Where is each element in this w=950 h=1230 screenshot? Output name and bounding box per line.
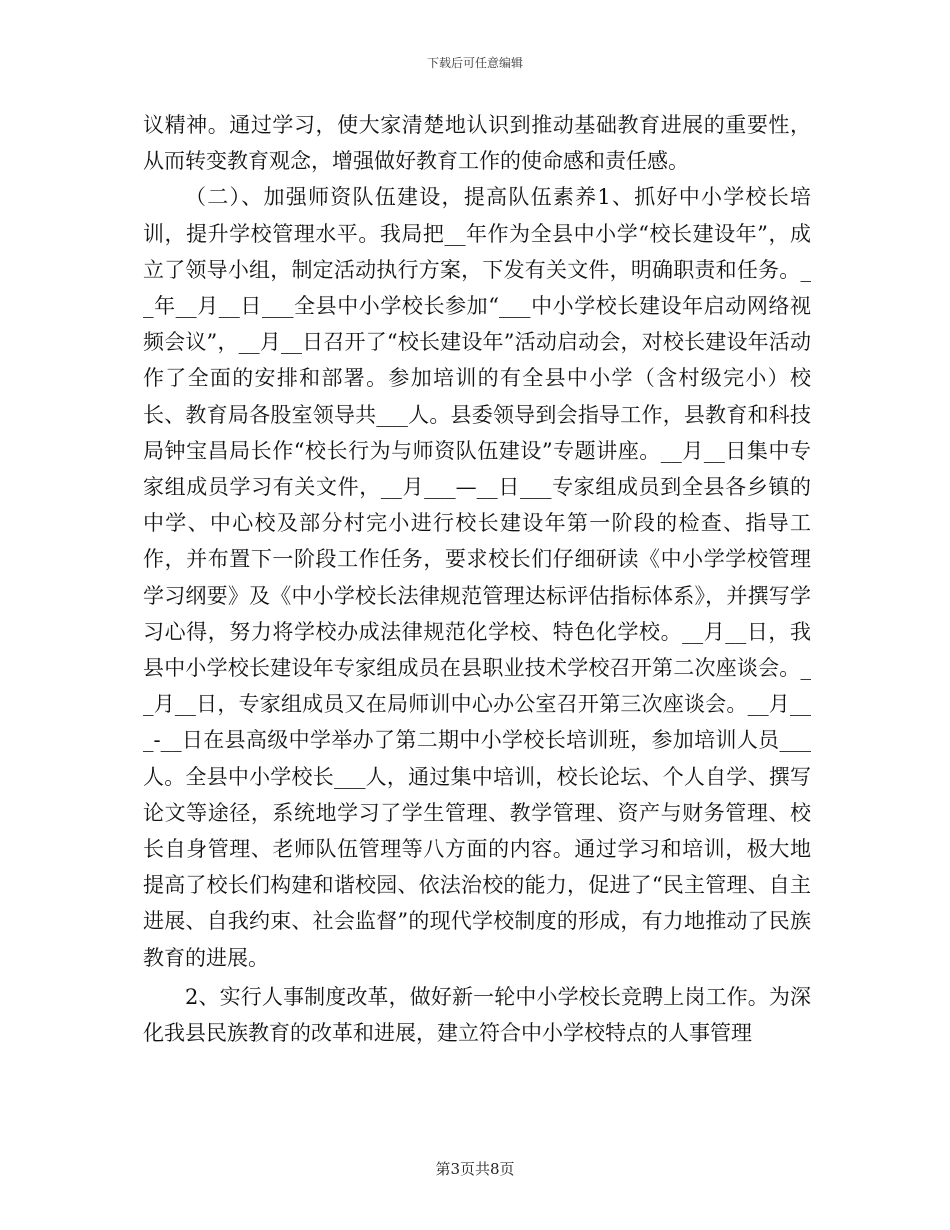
paragraph-3: 2、实行人事制度改革，做好新一轮中小学校长竞聘上岗工作。为深化我县民族教育的改革和进展，建立符合中小学校特点的人事管理 xyxy=(143,984,811,1046)
paragraph-2: （二）、加强师资队伍建设，提高队伍素养1、抓好中小学校长培训，提升学校管理水平。我局把__年作为全县中小学“校长建设年”，成立了领导小组，制定活动执行方案，下发有关文件，明确职责和任务。__年__月__日___全县中小学校长参加“___中小学校长建设年启动网络视频会议”，__月__日召开了“校长建设年”活动启动会，对校长建设年活动作了全面的安排和部署。参加培训的有全县中小学（含村级完小）校长、教育局各股室领导共___人。县委领导到会指导工作，县教育和科技局钟宝昌局长作“校长行为与师资队伍建设”专题讲座。__月__日集中专家组成员学习有关文件，__月___—__日___专家组成员到全县各乡镇的中学、中心校及部分村完小进行校长建设年第一阶段的检查、指导工作，并布置下一阶段工作任务，要求校长们仔细研读《中小学学校管理学习纲要》及《中小学校长法律规范管理达标评估指标体系》，并撰写学习心得，努力将学校办成法律规范化学校、特色化学校。__月__日，我县中小学校长建设年专家组成员在县职业技术学校召开第二次座谈会。__月__日，专家组成员又在局师训中心办公室召开第三次座谈会。__月___-__日在县高级中学举办了第二期中小学校长培训班，参加培训人员___人。全县中小学校长___人，通过集中培训，校长论坛、个人自学、撰写论文等途径，系统地学习了学生管理、教学管理、资产与财务管理、校长自身管理、老师队伍管理等八方面的内容。通过学习和培训，极大地提高了校长们构建和谐校园、依法治校的能力，促进了“民主管理、自主进展、自我约束、社会监督”的现代学校制度的形成，有力地推动了民族教育的进展。 xyxy=(143,185,811,970)
page-header-note: 下载后可任意编辑 xyxy=(426,56,523,70)
paragraph-1: 议精神。通过学习，使大家清楚地认识到推动基础教育进展的重要性，从而转变教育观念，增强做好教育工作的使命感和责任感。 xyxy=(143,113,811,174)
page-number: 第3页共8页 xyxy=(435,1160,515,1178)
document-body xyxy=(143,107,811,1051)
